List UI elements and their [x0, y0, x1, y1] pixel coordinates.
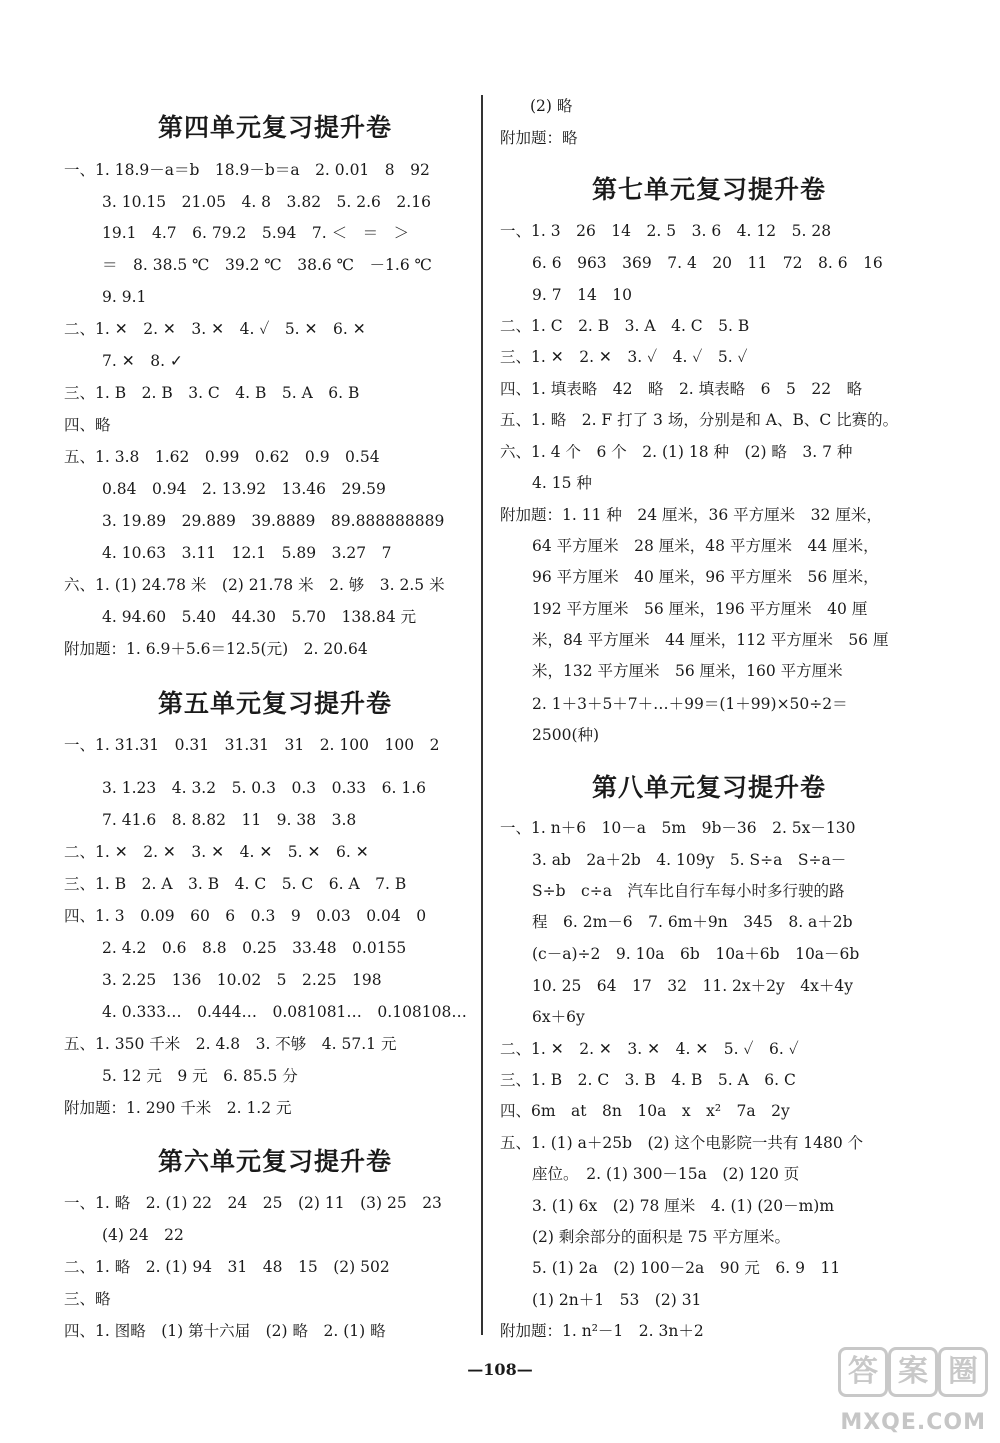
unit5-line: 二、1. ✕ 2. ✕ 3. ✕ 4. ✕ 5. ✕ 6. ✕: [64, 843, 369, 861]
page-number: —108—: [467, 1360, 533, 1379]
unit7-line: 二、1. C 2. B 3. A 4. C 5. B: [500, 317, 750, 335]
watermark-text: MXQE.COM: [840, 1410, 986, 1435]
unit8-line: 3. ab 2a＋2b 4. 109y 5. S÷a S÷a－: [532, 851, 847, 869]
unit7-line: 192 平方厘米 56 厘米，196 平方厘米 40 厘: [532, 600, 868, 618]
unit4-line: 4. 10.63 3.11 12.1 5.89 3.27 7: [102, 544, 392, 562]
unit5-title: 第五单元复习提升卷: [158, 689, 393, 718]
unit6-line: 二、1. 略 2. (1) 94 31 48 15 (2) 502: [64, 1258, 390, 1276]
unit7-line: 6. 6 963 369 7. 4 20 11 72 8. 6 16: [532, 254, 883, 272]
unit7-line: 四、1. 填表略 42 略 2. 填表略 6 5 22 略: [500, 380, 863, 398]
unit4-line: 3. 10.15 21.05 4. 8 3.82 5. 2.6 2.16: [102, 193, 431, 211]
unit7-line: 2. 1＋3＋5＋7＋…＋99＝(1＋99)×50÷2＝: [532, 695, 848, 713]
unit8-line: 6x＋6y: [532, 1008, 585, 1026]
watermark-char: 答: [838, 1347, 888, 1397]
unit8-line: 程 6. 2m－6 7. 6m＋9n 345 8. a＋2b: [532, 913, 853, 931]
unit5-line: 一、1. 31.31 0.31 31.31 31 2. 100 100 2: [64, 736, 440, 754]
unit4-line: 六、1. (1) 24.78 米 (2) 21.78 米 2. 够 3. 2.5 米: [64, 576, 445, 594]
unit6-cont-line: 附加题：略: [500, 129, 578, 147]
unit7-title: 第七单元复习提升卷: [592, 175, 827, 204]
unit4-line: 附加题：1. 6.9＋5.6＝12.5(元) 2. 20.64: [64, 640, 368, 658]
unit4-line: 4. 94.60 5.40 44.30 5.70 138.84 元: [102, 608, 417, 626]
unit5-line: 3. 2.25 136 10.02 5 2.25 198: [102, 971, 382, 989]
unit4-line: 五、1. 3.8 1.62 0.99 0.62 0.9 0.54: [64, 448, 380, 466]
unit7-line: 三、1. ✕ 2. ✕ 3. ✓ 4. ✓ 5. ✓: [500, 348, 748, 366]
unit7-line: 9. 7 14 10: [532, 286, 633, 304]
unit4-line: ＝ 8. 38.5 ℃ 39.2 ℃ 38.6 ℃ －1.6 ℃: [102, 256, 432, 274]
unit5-line: 五、1. 350 千米 2. 4.8 3. 不够 4. 57.1 元: [64, 1035, 397, 1053]
unit4-title: 第四单元复习提升卷: [158, 113, 393, 142]
unit8-line: 座位。 2. (1) 300－15a (2) 120 页: [532, 1165, 800, 1183]
unit8-line: 二、1. ✕ 2. ✕ 3. ✕ 4. ✕ 5. ✓ 6. ✓: [500, 1040, 799, 1058]
unit8-line: 三、1. B 2. C 3. B 4. B 5. A 6. C: [500, 1071, 796, 1089]
unit6-line: 一、1. 略 2. (1) 22 24 25 (2) 11 (3) 25 23: [64, 1194, 442, 1212]
unit6-cont-line: (2) 略: [530, 97, 573, 115]
watermark-char: 圈: [938, 1347, 988, 1397]
watermark-char: 案: [888, 1347, 938, 1397]
unit5-line: 三、1. B 2. A 3. B 4. C 5. C 6. A 7. B: [64, 875, 407, 893]
unit7-line: 附加题：1. 11 种 24 厘米，36 平方厘米 32 厘米，: [500, 506, 882, 524]
unit8-line: (2) 剩余部分的面积是 75 平方厘米。: [532, 1228, 790, 1246]
unit8-line: 附加题：1. n²－1 2. 3n＋2: [500, 1322, 704, 1340]
unit8-line: 3. (1) 6x (2) 78 厘米 4. (1) (20－m)m: [532, 1197, 835, 1215]
unit8-line: (1) 2n＋1 53 (2) 31: [532, 1291, 702, 1309]
unit5-line: 附加题：1. 290 千米 2. 1.2 元: [64, 1099, 292, 1117]
unit7-line: 64 平方厘米 28 厘米，48 平方厘米 44 厘米，: [532, 537, 879, 555]
unit5-line: 5. 12 元 9 元 6. 85.5 分: [102, 1067, 298, 1085]
unit8-line: (c－a)÷2 9. 10a 6b 10a＋6b 10a－6b: [532, 945, 860, 963]
unit6-title: 第六单元复习提升卷: [158, 1147, 393, 1176]
unit8-line: 10. 25 64 17 32 11. 2x＋2y 4x＋4y: [532, 977, 853, 995]
unit4-line: 一、1. 18.9－a＝b 18.9－b＝a 2. 0.01 8 92: [64, 161, 430, 179]
unit5-line: 2. 4.2 0.6 8.8 0.25 33.48 0.0155: [102, 939, 407, 957]
unit8-line: 五、1. (1) a＋25b (2) 这个电影院一共有 1480 个: [500, 1134, 864, 1152]
unit8-title: 第八单元复习提升卷: [592, 773, 827, 802]
unit7-line: 4. 15 种: [532, 474, 592, 492]
unit4-line: 7. ✕ 8. ✓: [102, 352, 183, 370]
unit7-line: 2500(种): [532, 726, 600, 744]
column-divider: [481, 95, 483, 1335]
unit6-line: (4) 24 22: [102, 1226, 184, 1244]
unit7-line: 米，132 平方厘米 56 厘米，160 平方厘米: [532, 662, 843, 680]
unit8-line: 5. (1) 2a (2) 100－2a 90 元 6. 9 11: [532, 1259, 841, 1277]
unit7-line: 五、1. 略 2. F 打了 3 场，分别是和 A、B、C 比赛的。: [500, 411, 899, 429]
watermark-logo: [836, 1347, 986, 1437]
unit6-line: 三、略: [64, 1290, 111, 1308]
unit4-line: 四、略: [64, 416, 111, 434]
unit8-line: S÷b c÷a 汽车比自行车每小时多行驶的路: [532, 882, 845, 900]
unit7-line: 米，84 平方厘米 44 厘米，112 平方厘米 56 厘: [532, 631, 889, 649]
unit4-line: 0.84 0.94 2. 13.92 13.46 29.59: [102, 480, 386, 498]
unit5-line: 7. 41.6 8. 8.82 11 9. 38 3.8: [102, 811, 357, 829]
unit4-line: 9. 9.1: [102, 288, 147, 306]
unit7-line: 96 平方厘米 40 厘米，96 平方厘米 56 厘米，: [532, 568, 879, 586]
unit7-line: 一、1. 3 26 14 2. 5 3. 6 4. 12 5. 28: [500, 222, 832, 240]
unit5-line: 4. 0.333… 0.444… 0.081081… 0.108108…: [102, 1003, 467, 1021]
unit5-line: 3. 1.23 4. 3.2 5. 0.3 0.3 0.33 6. 1.6: [102, 779, 426, 797]
unit4-line: 三、1. B 2. B 3. C 4. B 5. A 6. B: [64, 384, 360, 402]
unit4-line: 19.1 4.7 6. 79.2 5.94 7. ＜ ＝ ＞: [102, 224, 410, 242]
unit7-line: 六、1. 4 个 6 个 2. (1) 18 种 (2) 略 3. 7 种: [500, 443, 853, 461]
unit6-line: 四、1. 图略 (1) 第十六届 (2) 略 2. (1) 略: [64, 1322, 386, 1340]
unit8-line: 四、6m at 8n 10a x x² 7a 2y: [500, 1102, 790, 1120]
unit4-line: 3. 19.89 29.889 39.8889 89.888888889: [102, 512, 445, 530]
unit4-line: 二、1. ✕ 2. ✕ 3. ✕ 4. ✓ 5. ✕ 6. ✕: [64, 320, 366, 338]
unit5-line: 四、1. 3 0.09 60 6 0.3 9 0.03 0.04 0: [64, 907, 427, 925]
unit8-line: 一、1. n＋6 10－a 5m 9b－36 2. 5x－130: [500, 819, 856, 837]
